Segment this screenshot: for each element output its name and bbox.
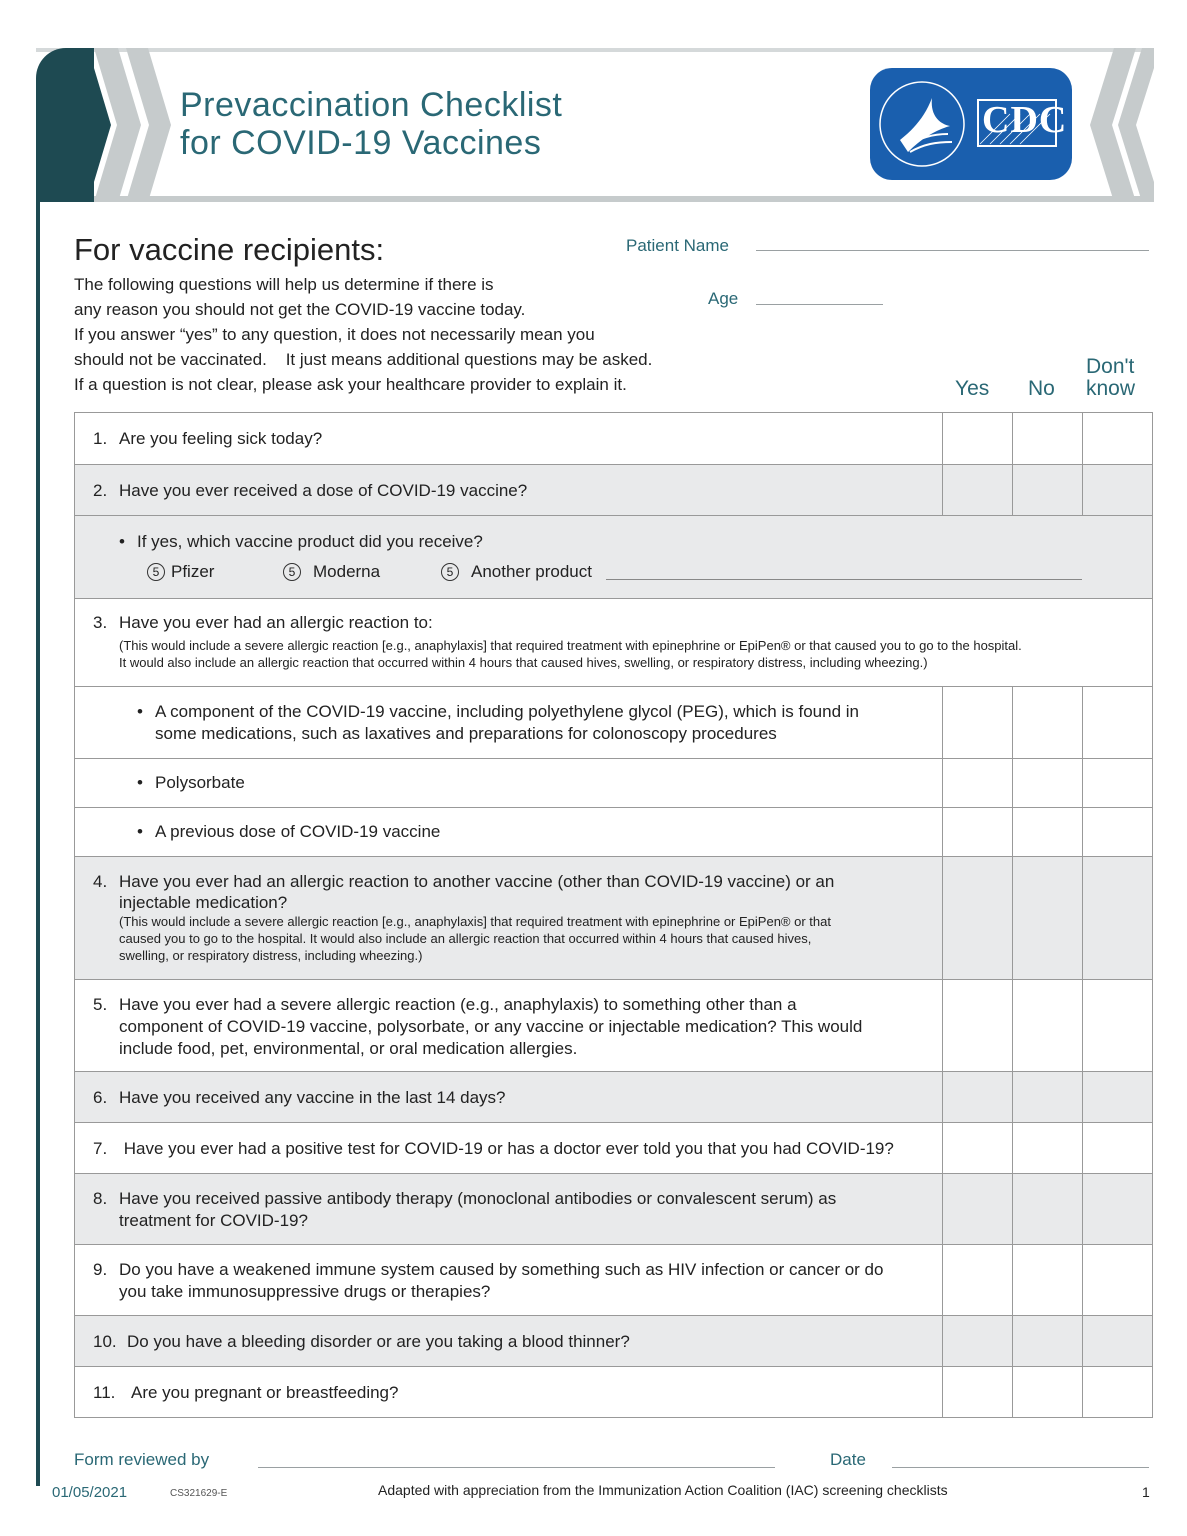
cdc-logo <box>870 68 1072 180</box>
answer-dont-know-box[interactable] <box>1082 465 1153 515</box>
answer-no-box[interactable] <box>1012 1174 1082 1244</box>
question-row-7: 7. Have you ever had a positive test for COVID-19 or has a doctor ever told you that you had COVID-19? <box>75 1123 1152 1174</box>
form-reviewed-by-field[interactable] <box>258 1467 775 1468</box>
question-row-9: 9. Do you have a weakened immune system caused by something such as HIV infection or cancer or do you take immunosuppressive drugs or therapies? <box>75 1245 1152 1316</box>
another-product-label: Another product <box>471 562 592 581</box>
answer-yes-box[interactable] <box>942 980 1012 1071</box>
question-row-11: 11. Are you pregnant or breastfeeding? <box>75 1367 1152 1418</box>
answer-no-box[interactable] <box>1012 1123 1082 1173</box>
answer-no-box[interactable] <box>1012 980 1082 1071</box>
question-row-3b: • Polysorbate <box>75 759 1152 808</box>
answer-dont-know-box[interactable] <box>1082 1367 1153 1417</box>
version-date: 01/05/2021 <box>52 1484 128 1501</box>
answer-no-box[interactable] <box>1012 1072 1082 1122</box>
another-product-radio[interactable]: 5 <box>441 563 459 581</box>
answer-dont-know-box[interactable] <box>1082 1316 1153 1366</box>
pfizer-radio[interactable]: 5 <box>147 563 165 581</box>
answer-yes-box[interactable] <box>942 1367 1012 1417</box>
answer-dont-know-box[interactable] <box>1082 1245 1153 1315</box>
answer-no-box[interactable] <box>1012 759 1082 807</box>
date-label: Date <box>830 1450 866 1469</box>
answer-dont-know-box[interactable] <box>1082 687 1153 758</box>
page-number: 1 <box>1142 1484 1150 1500</box>
question-row-8: 8. Have you received passive antibody therapy (monoclonal antibodies or convalescent serum) as treatment for COVID-19? <box>75 1174 1152 1245</box>
answer-dont-know-box[interactable] <box>1082 1123 1153 1173</box>
answer-no-box[interactable] <box>1012 465 1082 515</box>
answer-yes-box[interactable] <box>942 1316 1012 1366</box>
answer-yes-box[interactable] <box>942 687 1012 758</box>
patient-name-label: Patient Name <box>626 236 729 255</box>
answer-yes-box[interactable] <box>942 857 1012 979</box>
answer-dont-know-box[interactable] <box>1082 857 1153 979</box>
answer-no-box[interactable] <box>1012 1367 1082 1417</box>
answer-no-box[interactable] <box>1012 687 1082 758</box>
answer-dont-know-box[interactable] <box>1082 759 1153 807</box>
answer-dont-know-box[interactable] <box>1082 980 1153 1071</box>
intro-instructions: The following questions will help us determine if there is any reason you should not get the COVID-19 vaccine today. If you answer “yes” to any question, it does not necessarily mean you should not be vaccinated. It just means additional questions may be asked. If a question is not clear, please ask your healthcare provider to explain it. <box>74 275 653 394</box>
answer-yes-box[interactable] <box>942 759 1012 807</box>
answer-yes-box[interactable] <box>942 465 1012 515</box>
attribution-text: Adapted with appreciation from the Immunization Action Coalition (IAC) screening checklists <box>378 1482 948 1498</box>
dont-know-column-header: Don't know <box>1086 355 1136 400</box>
left-accent-rule <box>36 202 40 1486</box>
question-row-2: 2. Have you ever received a dose of COVID-19 vaccine? <box>75 465 1152 516</box>
answer-dont-know-box[interactable] <box>1082 413 1153 464</box>
cdc-logo-text: CDC <box>982 99 1068 141</box>
question-row-5: 5. Have you ever had a severe allergic reaction (e.g., anaphylaxis) to something other than a component of COVID-19 vaccine, polysorbate, or any vaccine or injectable medication? This would include food, pet, environmental, or oral medication allergies. <box>75 980 1152 1072</box>
question-row-6: 6. Have you received any vaccine in the last 14 days? <box>75 1072 1152 1123</box>
no-column-header: No <box>1028 377 1055 400</box>
intro-heading: For vaccine recipients: <box>74 232 385 267</box>
page-title: Prevaccination Checklist for COVID-19 Vaccines <box>180 86 563 162</box>
answer-yes-box[interactable] <box>942 1174 1012 1244</box>
moderna-radio[interactable]: 5 <box>283 563 301 581</box>
question-row-3a: • A component of the COVID-19 vaccine, including polyethylene glycol (PEG), which is found in some medications, such as laxatives and preparations for colonoscopy procedures <box>75 687 1152 759</box>
left-chevrons-icon <box>36 48 176 202</box>
answer-yes-box[interactable] <box>942 413 1012 464</box>
answer-dont-know-box[interactable] <box>1082 1072 1153 1122</box>
question-row-1: 1. Are you feeling sick today? <box>75 413 1152 465</box>
question-row-10: 10. Do you have a bleeding disorder or are you taking a blood thinner? <box>75 1316 1152 1367</box>
header-banner <box>36 48 1154 202</box>
moderna-label: Moderna <box>313 562 381 581</box>
age-field[interactable] <box>756 304 883 305</box>
answer-yes-box[interactable] <box>942 808 1012 856</box>
date-field[interactable] <box>892 1467 1149 1468</box>
question-row-4: 4. Have you ever had an allergic reaction to another vaccine (other than COVID-19 vaccine) or an injectable medication? (This would include a severe allergic reaction [e.g., anaphylaxis] that required treatment with epinephrine or EpiPen® or that caused you to go to the hospital. It would also include an allergic reaction that occurred within 4 hours that caused hives, swelling, or respiratory distress, including wheezing.) <box>75 857 1152 980</box>
question-row-3c: • A previous dose of COVID-19 vaccine <box>75 808 1152 857</box>
answer-yes-box[interactable] <box>942 1245 1012 1315</box>
question-table <box>74 412 1153 1418</box>
yes-column-header: Yes <box>955 377 990 400</box>
answer-no-box[interactable] <box>1012 857 1082 979</box>
answer-dont-know-box[interactable] <box>1082 808 1153 856</box>
vaccine-product-row: • If yes, which vaccine product did you receive? 5 Pfizer 5 Moderna 5 Another product <box>75 516 1152 599</box>
document-code: CS321629-E <box>170 1488 228 1499</box>
form-reviewed-by-label: Form reviewed by <box>74 1450 210 1469</box>
answer-no-box[interactable] <box>1012 1245 1082 1315</box>
age-label: Age <box>708 289 739 308</box>
answer-yes-box[interactable] <box>942 1072 1012 1122</box>
pfizer-label: Pfizer <box>171 562 215 581</box>
another-product-field[interactable] <box>606 579 1082 580</box>
answer-no-box[interactable] <box>1012 1316 1082 1366</box>
answer-dont-know-box[interactable] <box>1082 1174 1153 1244</box>
answer-no-box[interactable] <box>1012 413 1082 464</box>
patient-name-field[interactable] <box>756 250 1149 251</box>
answer-yes-box[interactable] <box>942 1123 1012 1173</box>
question-row-3: 3. Have you ever had an allergic reaction to: (This would include a severe allergic reaction [e.g., anaphylaxis] that required treatment with epinephrine or EpiPen® or that caused you to go to the hospital. It would also include an allergic reaction that occurred within 4 hours that caused hives, swelling, or respiratory distress, including wheezing.) <box>75 599 1152 687</box>
right-chevrons-icon <box>1074 48 1154 202</box>
answer-no-box[interactable] <box>1012 808 1082 856</box>
